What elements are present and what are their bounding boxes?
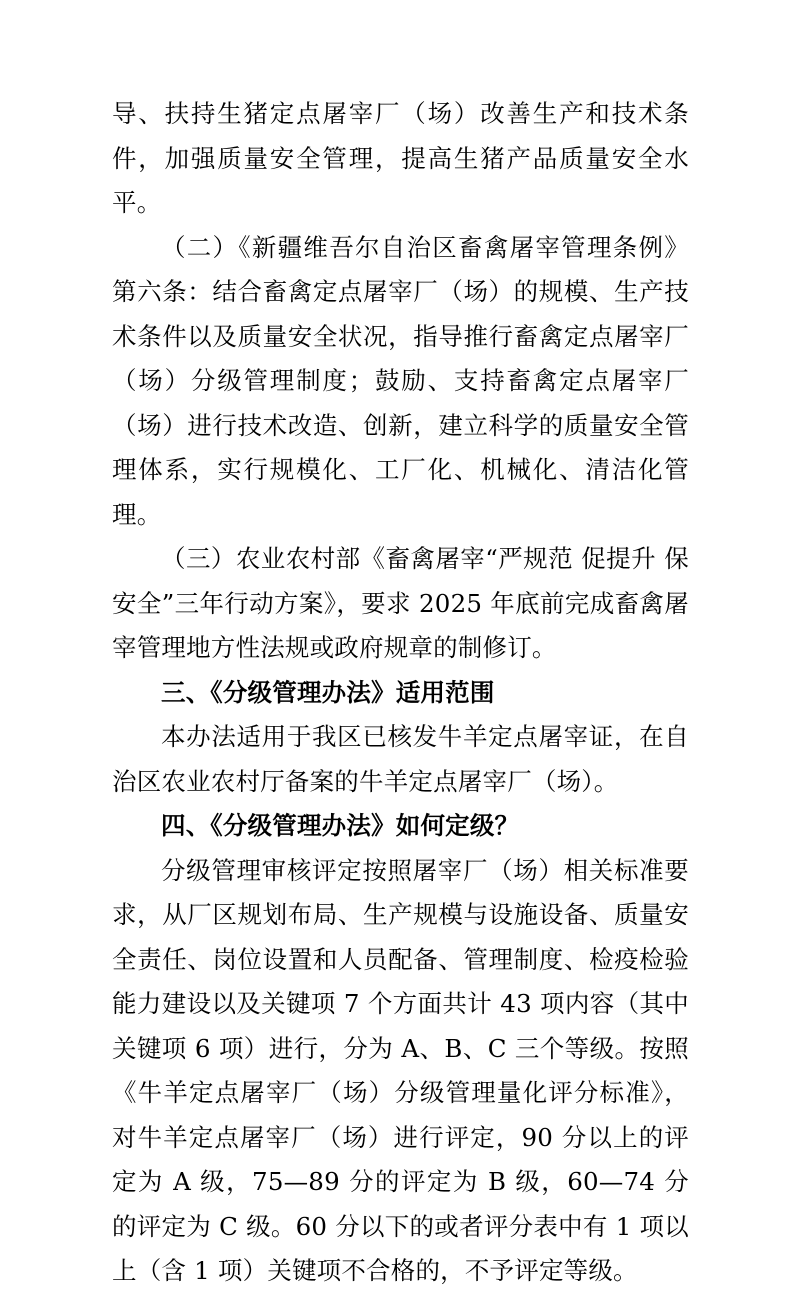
heading-section-four: 四、《分级管理办法》如何定级？ [161,811,520,840]
heading-section-three: 三、《分级管理办法》适用范围 [161,677,495,707]
document-body [112,92,689,1294]
paragraph-item-three: （三）农业农村部《畜禽屠宰“严规范 促提升 保安全”三年行动方案》，要求 2025 年底前完成畜禽屠宰管理地方性法规或政府规章的制修订。 [112,544,689,662]
paragraph-item-two: （二）《新疆维吾尔自治区畜禽屠宰管理条例》第六条：结合畜禽定点屠宰厂（场）的规模、生产技术条件以及质量安全状况，指导推行畜禽定点屠宰厂（场）分级管理制度；鼓励、支持畜禽定点屠宰厂（场）进行技术改造、创新，建立科学的质量安全管理体系，实行规模化、工厂化、机械化、清洁化管理。 [112,232,689,529]
paragraph-grading: 分级管理审核评定按照屠宰厂（场）相关标准要求，从厂区规划布局、生产规模与设施设备、质量安全责任、岗位设置和人员配备、管理制度、检疫检验能力建设以及关键项 7 个方面共计 43 项内容（其中关键项 6 项）进行，分为 A、B、C 三个等级。按照《牛羊定点屠宰厂（场）分级管理量化评分标准》，对牛羊定点屠宰厂（场）进行评定，90 分以上的评定为 A 级，75—89 分的评定为 B 级，60—74 分的评定为 C 级。60 分以下的或者评分表中有 1 项以上（含 1 项）关键项不合格的，不予评定等级。 [112,855,689,1285]
paragraph-continuation: 导、扶持生猪定点屠宰厂（场）改善生产和技术条件，加强质量安全管理，提高生猪产品质量安全水平。 [112,99,689,217]
paragraph-scope: 本办法适用于我区已核发牛羊定点屠宰证，在自治区农业农村厅备案的牛羊定点屠宰厂（场）。 [112,722,689,796]
